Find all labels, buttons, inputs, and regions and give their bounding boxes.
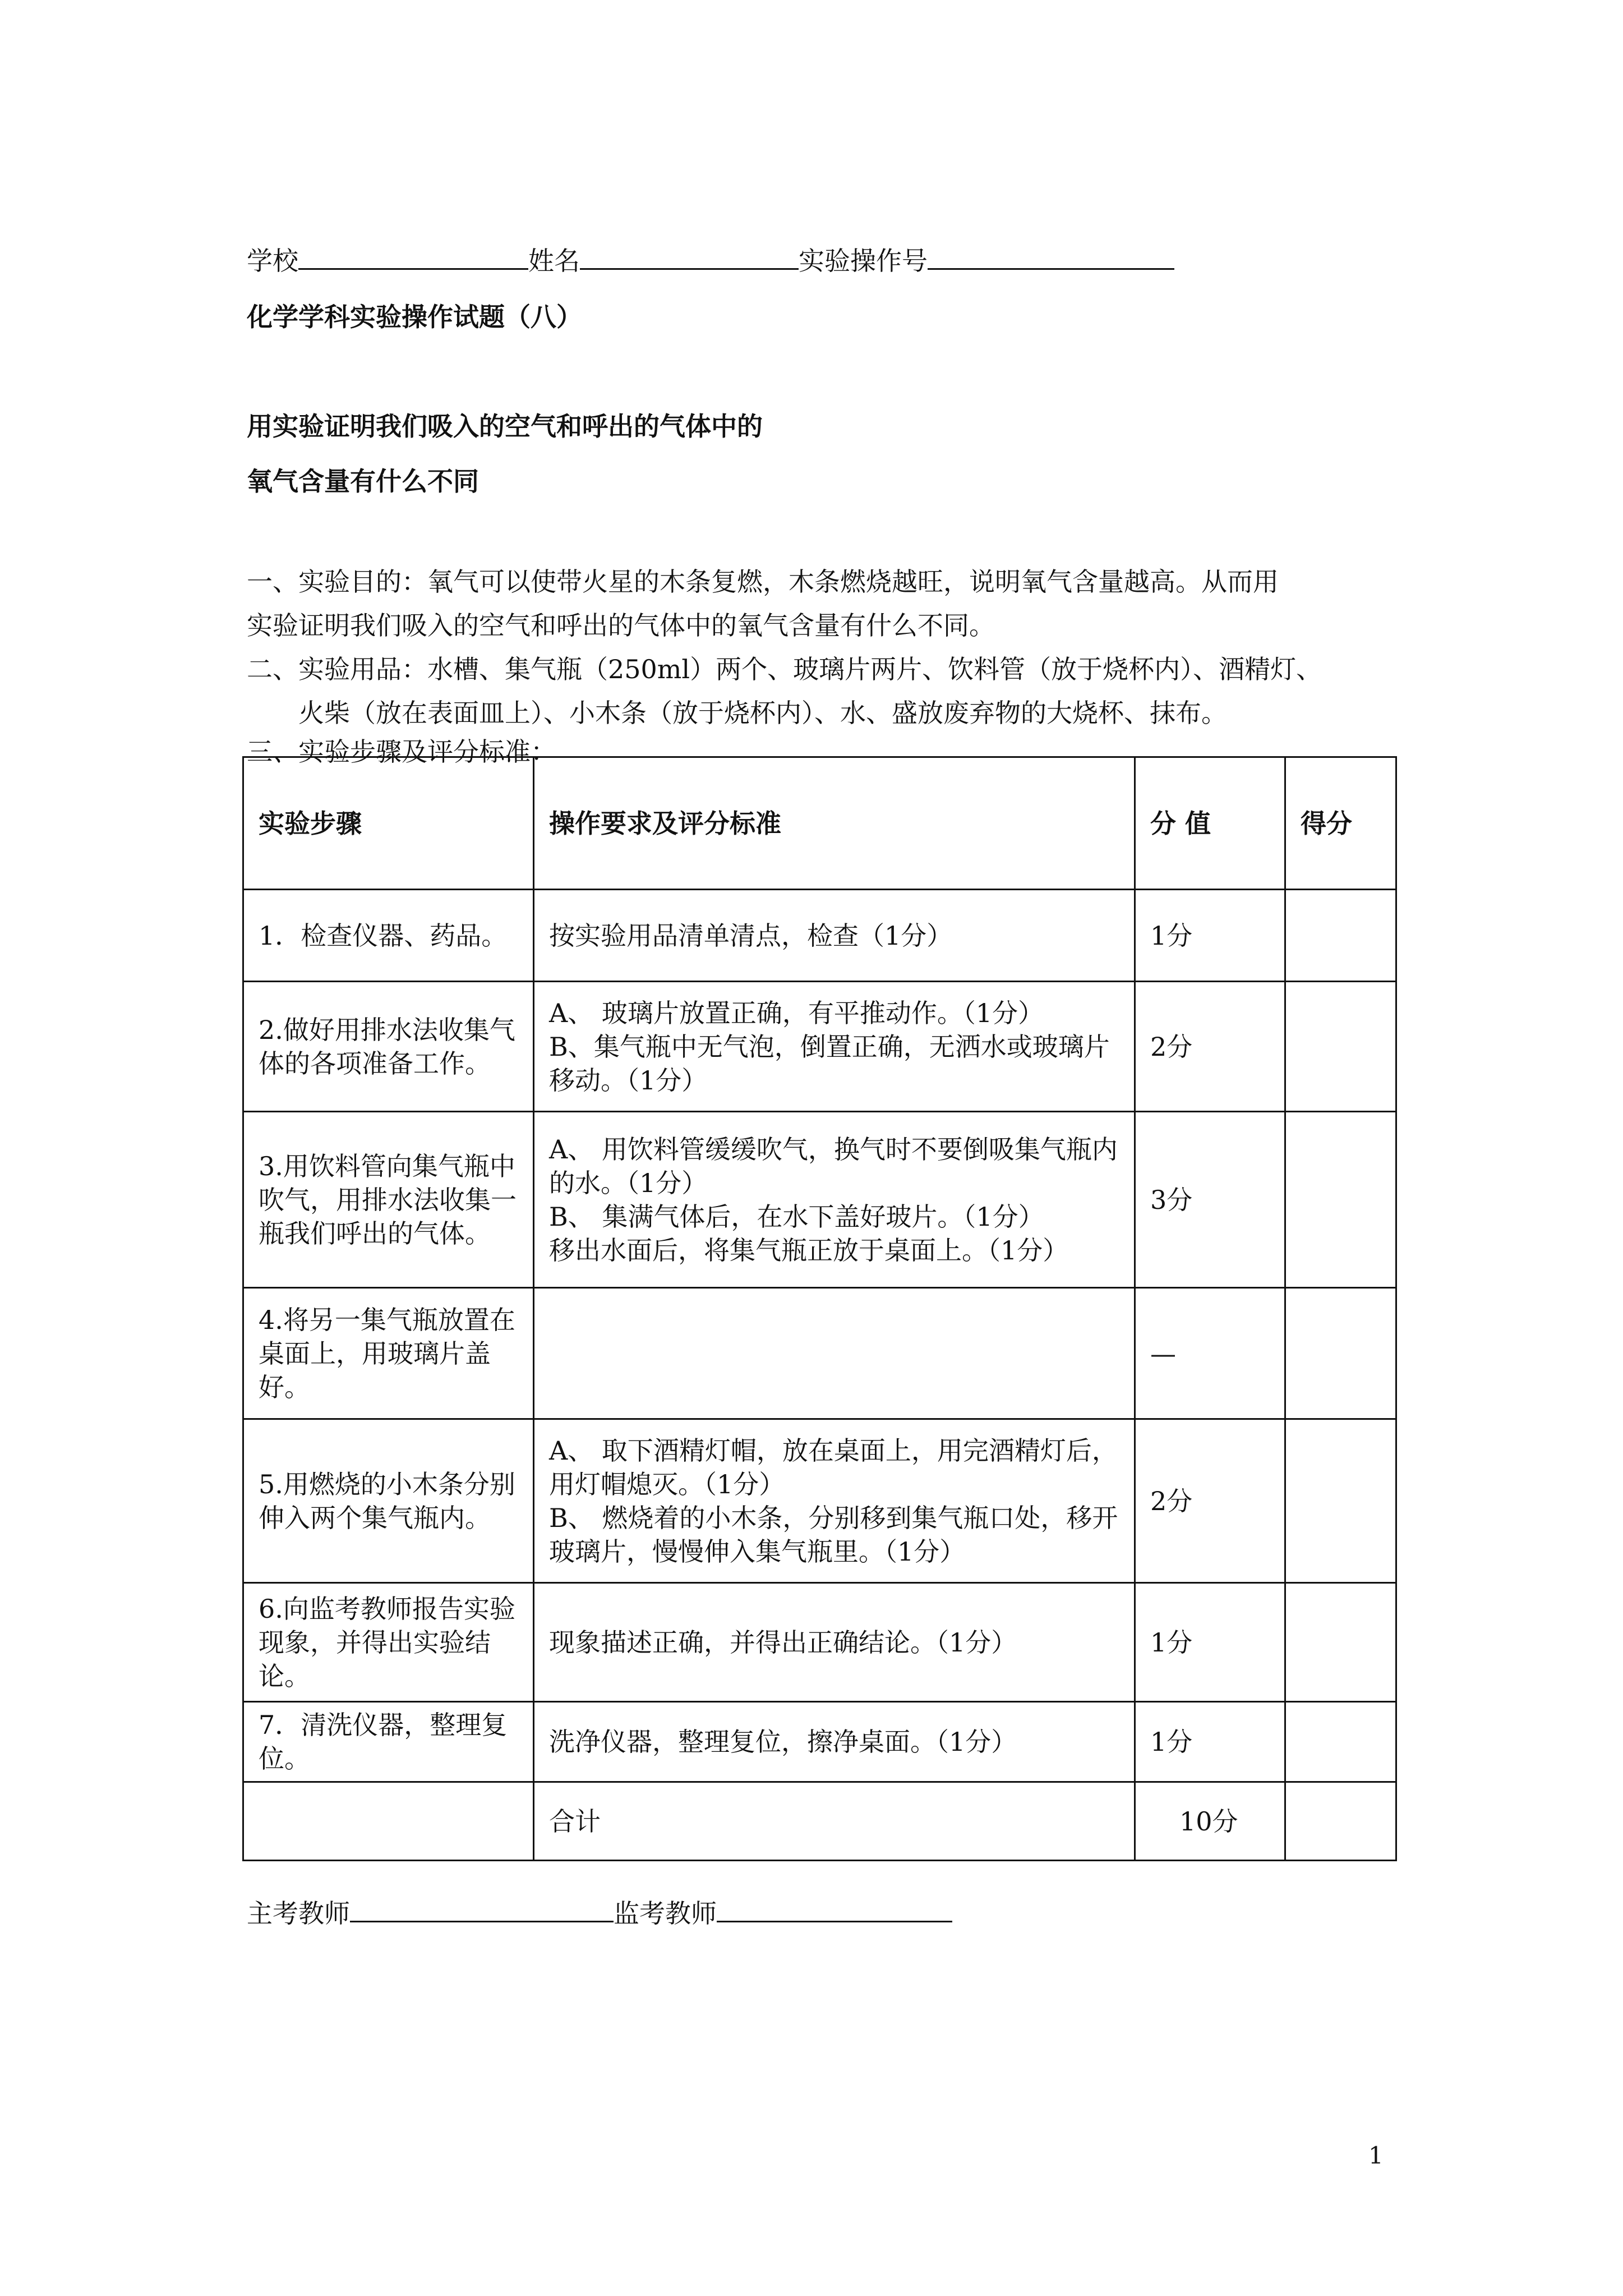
criteria-cell [534,1419,1135,1583]
page-number: 1 [1368,2142,1384,2169]
score-cell[interactable] [1285,1112,1396,1288]
table-row [243,1112,1396,1288]
step-cell: 4.将另一集气瓶放置在桌面上，用玻璃片盖好。 [243,1288,534,1419]
school-label: 学校 [247,246,298,276]
step-cell: 1．检查仪器、药品。 [243,890,534,982]
materials-line-2: 火柴（放在表面皿上）、小木条（放于烧杯内）、水、盛放废弃物的大烧杯、抹布。 [298,698,1227,728]
table-row [243,1583,1396,1702]
table-header-row [243,757,1396,890]
purpose-line-1: 一、实验目的：氧气可以使带火星的木条复燃，木条燃烧越旺，说明氧气含量越高。从而用 [247,567,1279,597]
total-score-cell[interactable] [1285,1782,1396,1861]
criteria-line: 移出水面后，将集气瓶正放于桌面上。（1分） [549,1235,1069,1266]
header-points: 分 值 [1135,757,1285,890]
criteria-cell [534,1112,1135,1288]
step-cell: 6.向监考教师报告实验现象，并得出实验结论。 [243,1583,534,1702]
name-blank[interactable] [580,241,799,270]
points-cell: 2分 [1135,1419,1285,1583]
header-criteria: 操作要求及评分标准 [534,757,1135,890]
chief-examiner-label: 主考教师 [247,1898,350,1929]
table-total-row [243,1782,1396,1861]
criteria-line: B、 集满气体后，在水下盖好玻片。（1分） [549,1201,1044,1232]
total-points: 10分 [1135,1782,1285,1861]
proctor-blank[interactable] [717,1894,952,1922]
signature-line [247,1894,952,1930]
points-cell: 2分 [1135,982,1285,1112]
criteria-line: 现象描述正确，并得出正确结论。（1分） [549,1627,1017,1658]
criteria-line: A、 玻璃片放置正确，有平推动作。（1分） [549,997,1044,1028]
score-cell[interactable] [1285,1583,1396,1702]
table-row [243,890,1396,982]
step-cell: 3.用饮料管向集气瓶中吹气，用排水法收集一瓶我们呼出的气体。 [243,1112,534,1288]
points-cell: 3分 [1135,1112,1285,1288]
doc-subtitle-2: 氧气含量有什么不同 [247,466,479,496]
scoring-table [242,756,1397,1861]
total-label: 合计 [534,1782,1135,1861]
score-cell[interactable] [1285,1702,1396,1782]
criteria-cell [534,1702,1135,1782]
total-step-cell [243,1782,534,1861]
steps-heading: 三、实验步骤及评分标准： [247,737,556,767]
criteria-cell [534,1288,1135,1419]
header-step: 实验步骤 [243,757,534,890]
step-cell: 5.用燃烧的小木条分别伸入两个集气瓶内。 [243,1419,534,1583]
criteria-line: B、集气瓶中无气泡，倒置正确，无洒水或玻璃片移动。（1分） [549,1031,1110,1096]
table-row [243,982,1396,1112]
doc-title: 化学学科实验操作试题（八） [247,302,582,332]
points-cell: 1分 [1135,1583,1285,1702]
opnum-blank[interactable] [928,241,1174,270]
opnum-label: 实验操作号 [799,246,928,276]
step-cell: 2.做好用排水法收集气体的各项准备工作。 [243,982,534,1112]
criteria-line: 按实验用品清单清点，检查（1分） [549,920,953,951]
name-label: 姓名 [528,246,580,276]
score-cell[interactable] [1285,1419,1396,1583]
table-row [243,1419,1396,1583]
points-cell: 1分 [1135,890,1285,982]
materials-line-1: 二、实验用品：水槽、集气瓶（250ml）两个、玻璃片两片、饮料管（放于烧杯内）、酒精灯、 [247,654,1322,684]
step-cell: 7．清洗仪器，整理复位。 [243,1702,534,1782]
criteria-line: A、 取下酒精灯帽，放在桌面上，用完酒精灯后，用灯帽熄灭。（1分） [549,1435,1118,1499]
chief-examiner-blank[interactable] [350,1894,614,1922]
header-score: 得分 [1285,757,1396,890]
score-cell[interactable] [1285,982,1396,1112]
score-cell[interactable] [1285,1288,1396,1419]
criteria-line: 洗净仪器，整理复位，擦净桌面。（1分） [549,1727,1017,1757]
table-row [243,1288,1396,1419]
points-cell: 1分 [1135,1702,1285,1782]
table-row [243,1702,1396,1782]
header-line [247,241,1174,278]
criteria-cell [534,890,1135,982]
points-cell: — [1135,1288,1285,1419]
purpose-line-2: 实验证明我们吸入的空气和呼出的气体中的氧气含量有什么不同。 [247,610,995,641]
proctor-label: 监考教师 [614,1898,717,1929]
criteria-cell [534,1583,1135,1702]
criteria-line: A、 用饮料管缓缓吹气，换气时不要倒吸集气瓶内的水。（1分） [549,1134,1118,1198]
criteria-line: B、 燃烧着的小木条，分别移到集气瓶口处，移开玻璃片，慢慢伸入集气瓶里。（1分） [549,1502,1118,1567]
criteria-cell [534,982,1135,1112]
body-paragraphs [247,560,1391,769]
doc-subtitle-1: 用实验证明我们吸入的空气和呼出的气体中的 [247,411,763,441]
score-cell[interactable] [1285,890,1396,982]
school-blank[interactable] [298,241,528,270]
